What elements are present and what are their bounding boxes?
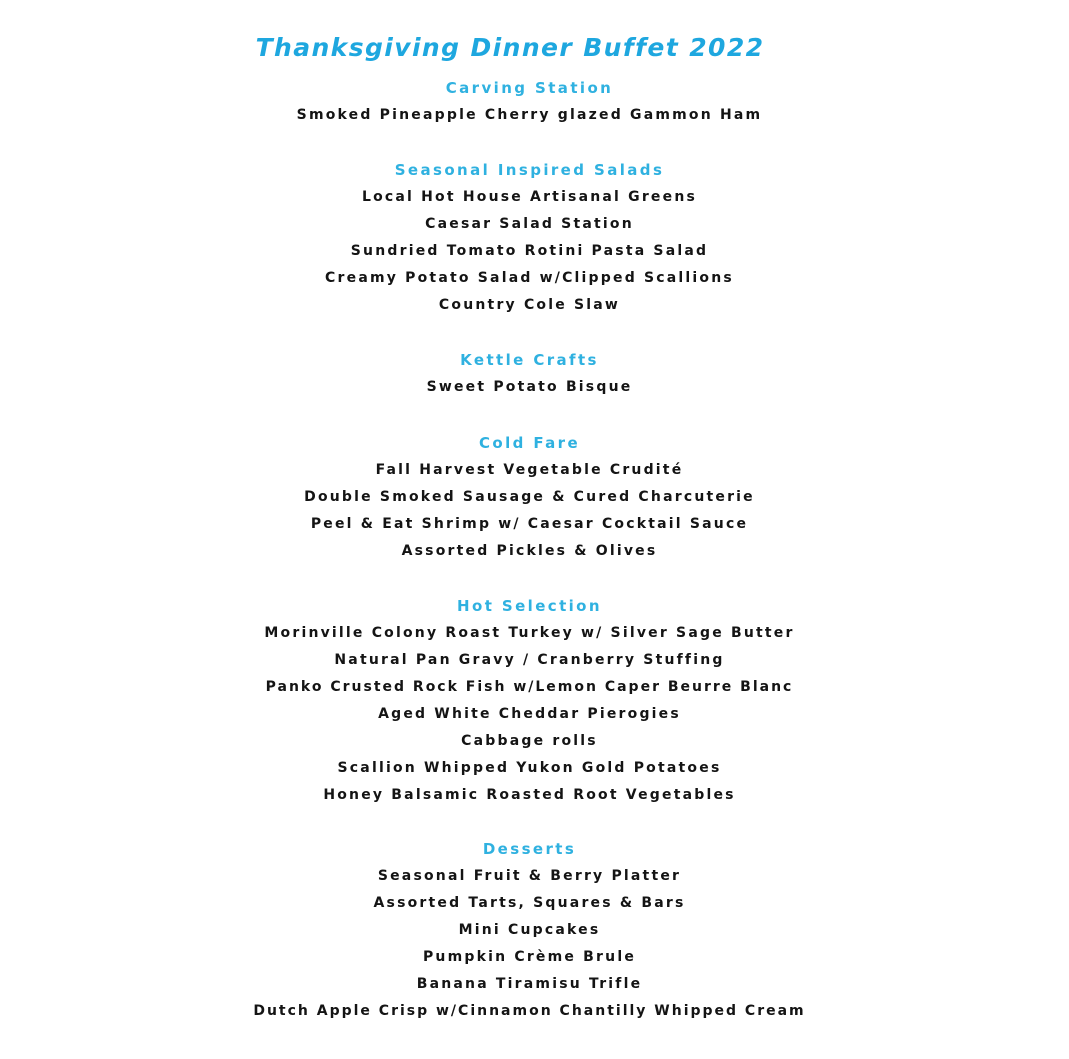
menu-item: Creamy Potato Salad w/Clipped Scallions bbox=[325, 270, 734, 286]
menu-item: Local Hot House Artisanal Greens bbox=[361, 189, 698, 205]
menu-item: Panko Crusted Rock Fish w/Lemon Caper Beurre Blanc bbox=[265, 679, 794, 695]
menu-item: Scallion Whipped Yukon Gold Potatoes bbox=[337, 760, 722, 776]
section-heading: Carving Station bbox=[445, 79, 614, 97]
menu-item: Peel & Eat Shrimp w/ Caesar Cocktail Sauce bbox=[310, 516, 749, 532]
section-carving-station bbox=[0, 75, 1059, 129]
menu-item: Banana Tiramisu Trifle bbox=[416, 976, 643, 992]
section-desserts bbox=[0, 836, 1059, 1025]
menu-item: Sweet Potato Bisque bbox=[426, 379, 633, 395]
section-kettle-crafts bbox=[0, 347, 1059, 401]
menu-item: Mini Cupcakes bbox=[458, 922, 601, 938]
menu-item: Sundried Tomato Rotini Pasta Salad bbox=[350, 243, 709, 259]
menu-item: Fall Harvest Vegetable Crudité bbox=[375, 462, 684, 478]
section-heading: Hot Selection bbox=[457, 597, 602, 615]
menu-item: Cabbage rolls bbox=[461, 733, 598, 749]
menu-item: Natural Pan Gravy / Cranberry Stuffing bbox=[334, 652, 725, 668]
menu-item: Morinville Colony Roast Turkey w/ Silver Sage Butter bbox=[264, 625, 795, 641]
section-heading: Seasonal Inspired Salads bbox=[394, 161, 665, 179]
section-heading: Kettle Crafts bbox=[460, 351, 599, 369]
section-hot-selection bbox=[0, 593, 1059, 809]
menu-item: Double Smoked Sausage & Cured Charcuterie bbox=[304, 489, 755, 505]
section-heading: Desserts bbox=[482, 840, 577, 858]
menu-item: Honey Balsamic Roasted Root Vegetables bbox=[323, 787, 736, 803]
menu-item: Country Cole Slaw bbox=[438, 297, 621, 313]
section-seasonal-inspired-salads bbox=[0, 157, 1059, 319]
menu-item: Pumpkin Crème Brule bbox=[422, 949, 637, 965]
section-heading: Cold Fare bbox=[478, 434, 581, 452]
menu-title: Thanksgiving Dinner Buffet 2022 bbox=[255, 33, 765, 62]
menu-item: Assorted Pickles & Olives bbox=[401, 543, 658, 559]
menu-item: Smoked Pineapple Cherry glazed Gammon Ham bbox=[296, 107, 763, 123]
section-cold-fare bbox=[0, 430, 1059, 565]
menu-item: Aged White Cheddar Pierogies bbox=[378, 706, 681, 722]
menu-item: Seasonal Fruit & Berry Platter bbox=[377, 868, 682, 884]
menu-item: Assorted Tarts, Squares & Bars bbox=[373, 895, 686, 911]
menu-item: Dutch Apple Crisp w/Cinnamon Chantilly Whipped Cream bbox=[253, 1003, 806, 1019]
menu-item: Caesar Salad Station bbox=[425, 216, 634, 232]
